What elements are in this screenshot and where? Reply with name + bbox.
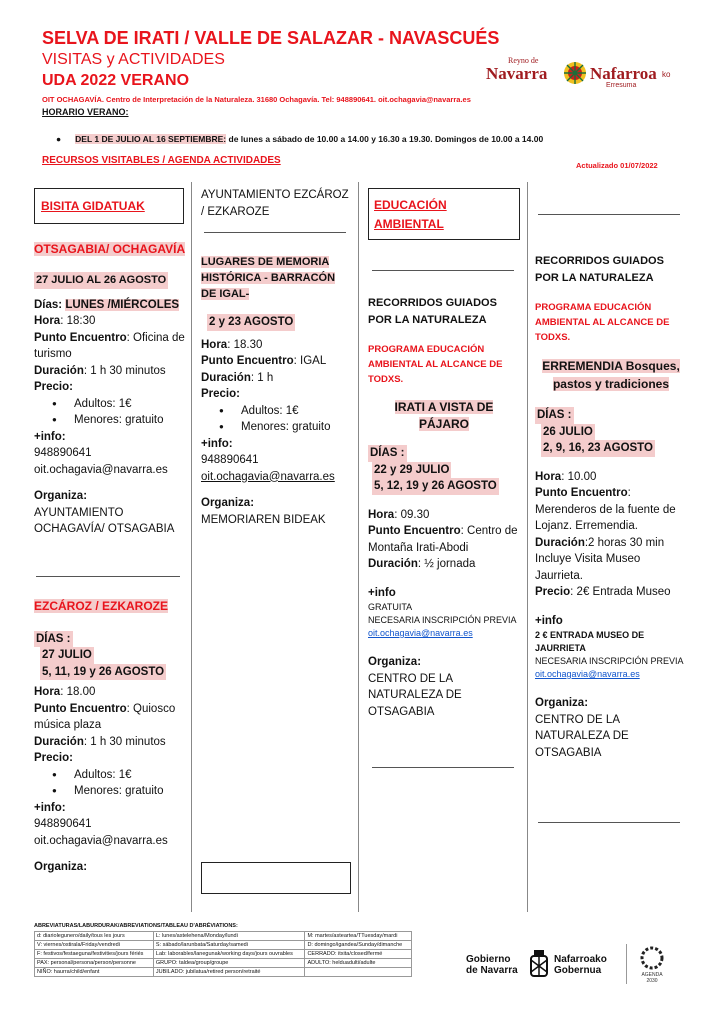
info-label: +info: (34, 430, 66, 443)
abbr-cell: d: diariolegunero/daily/tous les jours (35, 932, 154, 941)
activity-title: LUGARES DE MEMORIA HISTÓRICA - BARRACÓN DE IGAL- (201, 256, 336, 300)
duration-value: :2 horas 30 min (584, 536, 665, 549)
divider (538, 214, 680, 215)
environmental-education-box (368, 188, 520, 240)
days-date-1: 22 y 29 JULIO (372, 462, 451, 479)
duration-label: Duración (535, 536, 585, 549)
abbr-cell: S: sábado/larunbata/Saturday/samedi (153, 941, 305, 950)
abbr-row (35, 950, 412, 959)
info-label: +info: (201, 437, 233, 450)
days-date-2: 5, 11, 19 y 26 AGOSTO (40, 664, 166, 681)
guided-tours-heading: RECORRIDOS GUIADOS POR LA NATURALEZA (535, 255, 664, 284)
meeting-point-label: Punto Encuentro (201, 355, 294, 367)
guided-visits-box (34, 188, 184, 224)
days-label: DÍAS : (34, 631, 73, 648)
duration-label: Duración (201, 371, 251, 384)
organizer-value: CENTRO DE LA NATURALEZA DE OTSAGABIA (535, 713, 629, 759)
price-label: Precio: (34, 752, 73, 764)
logo-divider (626, 944, 627, 984)
environmental-education-title: EDUCACIÓN AMBIENTAL (374, 198, 447, 231)
gob-line-2: de Navarra (466, 965, 518, 976)
schedule-line (56, 134, 543, 144)
days-date-1: 26 JULIO (541, 424, 595, 441)
abbr-cell: L: lunes/astelehena/Monday/lundi (153, 932, 305, 941)
info-label: +info (368, 586, 396, 599)
naf-text (554, 954, 607, 976)
organizer-top: AYUNTAMIENTO EZCÁROZ / EZKAROZE (201, 189, 349, 218)
logo-nafarroa: Nafarroa (590, 64, 657, 83)
abbreviations-table (34, 922, 412, 977)
days-date-2: 2, 9, 16, 23 AGOSTO (541, 440, 655, 457)
duration-label: Duración (34, 735, 84, 748)
time-value: : 18.30 (227, 338, 263, 351)
time-value: : 09.30 (394, 508, 430, 521)
column-1-second (34, 598, 186, 876)
email-link[interactable]: oit.ochagavia@navarra.es (368, 628, 473, 638)
duration-label: Duración (34, 364, 84, 377)
abbr-cell: NIÑO: haurra/child/enfant (35, 968, 154, 977)
divider (36, 576, 180, 577)
time-value: : 18:30 (60, 315, 96, 327)
abbr-cell: Lab: laborables/lanegunak/working days/jours ouvrables (153, 950, 305, 959)
organizer-value: CENTRO DE LA NATURALEZA DE OTSAGABIA (368, 672, 462, 718)
price-adults: ● Adultos: 1€ (52, 767, 186, 784)
abbr-cell: F: festivos/festaeguna/festivities/jours fériés (35, 950, 154, 959)
navarra-emblem-icon (562, 60, 588, 86)
meeting-point-label: Punto Encuentro (34, 702, 127, 715)
government-logo (466, 950, 686, 986)
dates-ochagavia: 27 JULIO AL 26 AGOSTO (34, 272, 168, 289)
registration-note: NECESARIA INSCRIPCIÓN PREVIA (535, 656, 684, 666)
logo-erresuma: Erresuma (606, 82, 637, 89)
meeting-point-value: : Merenderos de la fuente de Lojanz. Erremendia. (535, 487, 676, 532)
schedule-dates: DEL 1 DE JULIO AL 16 SEPTIEMBRE: (75, 134, 227, 144)
schedule-text: de lunes a sábado de 10.00 a 14.00 y 16.30 a 19.30. Domingos de 10.00 a 14.00 (226, 134, 544, 144)
divider (538, 822, 680, 823)
time-value: : 18.00 (60, 686, 96, 698)
abbr-cell: M: martes/asteartea/TTuesday/mardi (305, 932, 412, 941)
registration-note: NECESARIA INSCRIPCIÓN PREVIA (368, 615, 517, 625)
meeting-point-value: : IGAL (293, 355, 327, 367)
naf-line-1: Nafarroako (554, 954, 607, 965)
email: oit.ochagavia@navarra.es (201, 470, 335, 483)
museum-note: Incluye Visita Museo Jaurrieta. (535, 553, 641, 582)
info-label: +info (535, 614, 563, 627)
column-divider (358, 182, 359, 912)
resources-heading: RECURSOS VISITABLES / AGENDA ACTIVIDADES (42, 155, 281, 166)
time-label: Hora (535, 470, 562, 483)
time-value: : 10.00 (561, 470, 597, 483)
days-value: LUNES /MIÉRCOLES (65, 298, 180, 311)
price-adults: ● Adultos: 1€ (219, 403, 351, 420)
free-note: GRATUITA (368, 602, 413, 612)
duration-value: : 1 h 30 minutos (83, 364, 166, 377)
price-minors: ● Menores: gratuito (219, 419, 351, 436)
price-label: Precio: (201, 388, 240, 400)
price-adults: ● Adultos: 1€ (52, 396, 186, 413)
organizer-value: MEMORIAREN BIDEAK (201, 513, 326, 526)
page-title: SELVA DE IRATI / VALLE DE SALAZAR - NAVASCUÉS (42, 28, 500, 48)
contact-line: OIT OCHAGAVÍA. Centro de Interpretación de la Naturaleza. 31680 Ochagavía. Tel: 948890641. oit.ochagavia@navarra.es (42, 95, 471, 104)
duration-value: : 1 h 30 minutos (83, 735, 166, 748)
agenda-text (638, 972, 666, 984)
season-title: UDA 2022 VERANO (42, 72, 190, 89)
phone: 948890641 (201, 454, 259, 466)
days-date-2: 5, 12, 19 y 26 AGOSTO (372, 478, 499, 495)
column-divider (191, 182, 192, 912)
column-3 (368, 295, 520, 720)
empty-box (201, 862, 351, 894)
organizer-value: AYUNTAMIENTO OCHAGAVÍA/ OTSAGABIA (34, 506, 175, 535)
agenda-2030-icon (638, 944, 666, 972)
column-divider (527, 182, 528, 912)
meeting-point-label: Punto Encuentro (535, 487, 628, 499)
email-link[interactable]: oit.ochagavia@navarra.es (535, 669, 640, 679)
phone: 948890641 (34, 818, 92, 830)
column-4 (535, 253, 687, 761)
logo-navarra: Navarra (486, 64, 548, 83)
email: oit.ochagavia@navarra.es (34, 834, 168, 847)
days-label: Días: (34, 298, 66, 311)
abbr-row (35, 941, 412, 950)
meeting-point-label: Punto Encuentro (368, 525, 461, 537)
duration-label: Duración (368, 558, 418, 570)
page-subtitle: VISITAS y ACTIVIDADES (42, 51, 225, 68)
schedule-label: HORARIO VERANO: (42, 107, 129, 117)
bullet: ● (56, 134, 62, 144)
price-minors: ● Menores: gratuito (52, 412, 186, 429)
activity-title: IRATI A VISTA DE PÁJARO (394, 400, 494, 431)
program-heading: PROGRAMA EDUCACIÓN AMBIENTAL AL ALCANCE DE TODXS. (535, 302, 670, 343)
time-label: Hora (34, 315, 61, 327)
abbreviations-title: ABREVIATURAS/LABURDURAK/ABREVIATIONS/TABLEAU D'ABRÉVIATIONS: (34, 923, 238, 929)
guided-tours-heading: RECORRIDOS GUIADOS POR LA NATURALEZA (368, 297, 497, 326)
days-date-1: 27 JULIO (40, 647, 94, 664)
abbr-cell: ADULTO: helduadulti/adulte (305, 959, 412, 968)
organizer-label: Organiza: (535, 697, 589, 709)
naf-line-2: Gobernua (554, 965, 602, 976)
logo-ko: ko (662, 70, 671, 79)
activity-dates: 2 y 23 AGOSTO (207, 314, 295, 331)
divider (204, 232, 346, 233)
meeting-point-value: : Quiosco música plaza (34, 702, 176, 731)
email: oit.ochagavia@navarra.es (34, 463, 168, 476)
divider (372, 767, 514, 768)
time-label: Hora (368, 508, 395, 521)
organizer-label: Organiza: (34, 490, 88, 502)
column-1 (34, 240, 186, 538)
price-label: Precio (535, 586, 571, 598)
abbr-cell: CERRADO: itxita/closed/fermé (305, 950, 412, 959)
agenda-line-1: AGENDA (641, 972, 663, 978)
price-minors: ● Menores: gratuito (52, 783, 186, 800)
abbr-cell (305, 968, 412, 977)
abbr-cell: GRUPO: taldea/group/groupe (153, 959, 305, 968)
organizer-label: Organiza: (201, 497, 255, 509)
meeting-point-value: : Centro de Montaña Irati-Abodi (368, 525, 518, 554)
organizer-label: Organiza: (368, 656, 422, 668)
abbr-cell: PAX: personal/persona/person/personne (35, 959, 154, 968)
abbr-cell: JUBILADO: jubilatua/retired person/retraité (153, 968, 305, 977)
program-heading: PROGRAMA EDUCACIÓN AMBIENTAL AL ALCANCE DE TODXS. (368, 344, 503, 385)
time-label: Hora (34, 686, 61, 698)
gob-text (466, 954, 518, 976)
divider (372, 270, 514, 271)
duration-value: : 1 h (250, 371, 274, 384)
abbr-row (35, 959, 412, 968)
price-value: : 2€ Entrada Museo (570, 586, 671, 598)
agenda-line-2: 2030 (646, 978, 658, 984)
price-label: Precio: (34, 381, 73, 393)
time-label: Hora (201, 338, 228, 351)
days-label: DÍAS : (368, 445, 407, 462)
column-2 (201, 187, 351, 220)
logo-reyno: Reyno de (508, 56, 539, 65)
guided-visits-title: BISITA GIDATUAK (41, 199, 145, 213)
column-2-activity (201, 254, 351, 528)
museum-entry-note: 2 € ENTRADA MUSEO DE JAURRIETA (535, 630, 645, 653)
updated-date: Actualizado 01/07/2022 (576, 161, 658, 170)
place-ochagavia: OTSAGABIA/ OCHAGAVÍA (34, 242, 186, 256)
reyno-navarra-logo (486, 56, 676, 92)
info-label: +info: (34, 801, 66, 814)
phone: 948890641 (34, 447, 92, 459)
abbr-cell: V: viernes/ostirala/Friday/vendredi (35, 941, 154, 950)
abbr-row (35, 932, 412, 941)
gob-line-1: Gobierno (466, 954, 511, 965)
organizer-label: Organiza: (34, 861, 88, 873)
abbr-cell: D: domingo/igandea/Sunday/dimanche (305, 941, 412, 950)
activity-title: ERREMENDIA Bosques, pastos y tradiciones (542, 359, 680, 391)
meeting-point-label: Punto Encuentro (34, 331, 127, 344)
place-ezcaroz: EZCÁROZ / EZKAROZE (34, 599, 168, 613)
navarra-shield-icon (528, 950, 550, 980)
abbr-row (35, 968, 412, 977)
duration-value: : ½ jornada (417, 558, 476, 570)
meeting-point-value: : Oficina de turismo (34, 331, 185, 360)
days-label: DÍAS : (535, 407, 574, 424)
